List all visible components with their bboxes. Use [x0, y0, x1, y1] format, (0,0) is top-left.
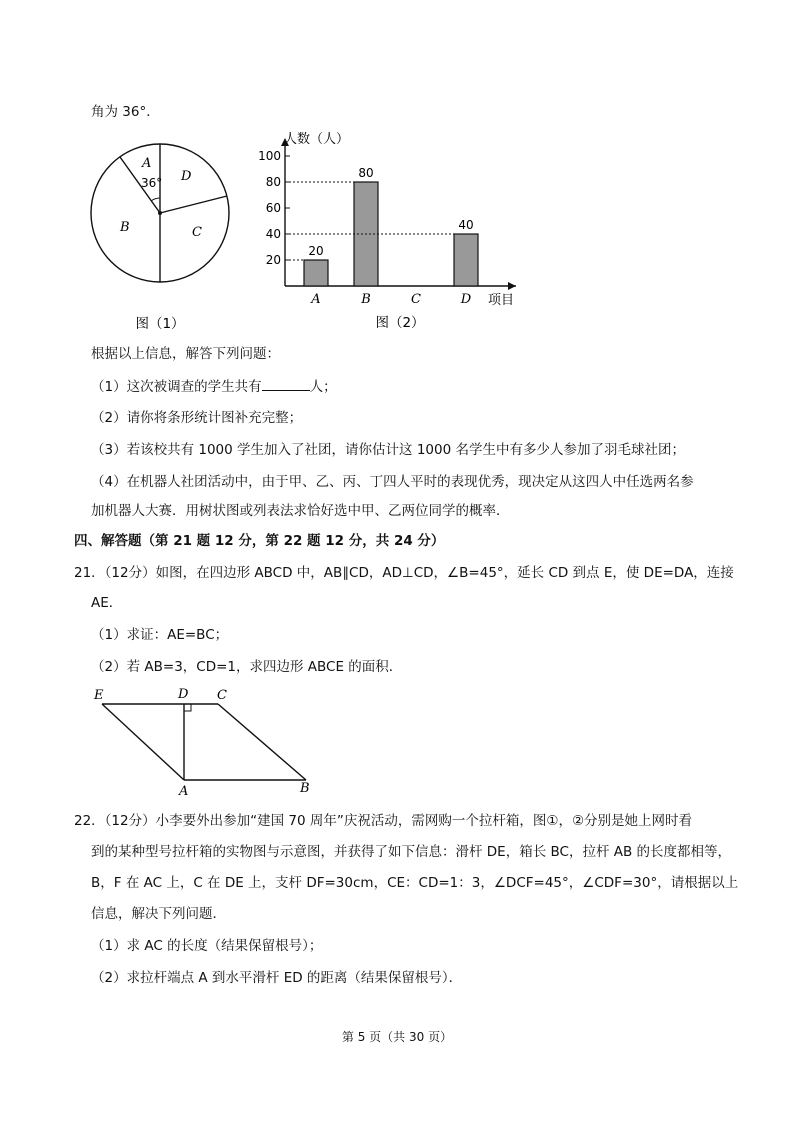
pie-label-a: A: [142, 156, 152, 171]
x-tick-label-A: A: [311, 292, 321, 307]
q21-part1: （1）求证：AE=BC；: [91, 627, 229, 643]
bar-A: [304, 260, 328, 286]
q22-part2: （2）求拉杆端点 A 到水平滑杆 ED 的距离（结果保留根号）．: [91, 970, 463, 986]
bar-chart-ylabel: 人数（人）: [284, 132, 350, 147]
pie-angle-label: 36°: [141, 176, 163, 190]
q20-part1-unit: 人；: [309, 379, 337, 395]
pie-label-b: B: [120, 220, 130, 235]
x-tick-label-C: C: [411, 292, 421, 307]
pie-angle-arc: [151, 198, 160, 201]
right-angle-mark: [184, 704, 191, 711]
point-a-label: A: [179, 784, 189, 799]
q21-part2: （2）若 AB=3，CD=1，求四边形 ABCE 的面积．: [91, 659, 403, 675]
quadrilateral-figure: [88, 684, 328, 800]
data-label-A: 20: [308, 244, 324, 258]
page-footer: 第 5 页（共 30 页）: [341, 1030, 453, 1044]
y-tick-label: 20: [265, 253, 281, 267]
data-label-B: 80: [358, 166, 374, 180]
section-heading: 四、解答题（第 21 题 12 分，第 22 题 12 分，共 24 分）: [74, 533, 445, 549]
bar-chart: [248, 126, 528, 331]
x-tick-label-D: D: [460, 292, 472, 307]
y-tick-label: 60: [265, 201, 281, 215]
q20-lead: 根据以上信息，解答下列问题：: [91, 346, 280, 362]
q22-line4: 信息，解决下列问题．: [91, 906, 226, 922]
bar-chart-caption: 图（2）: [375, 315, 425, 331]
pie-label-c: C: [192, 225, 202, 240]
pie-label-d: D: [181, 169, 192, 184]
q21-line2: AE．: [91, 595, 123, 611]
q22-line1: 22．（12分）小李要外出参加“建国 70 周年”庆祝活动，需网购一个拉杆箱，图①，②分别是她上网时看: [74, 813, 693, 829]
segment-ea: [102, 704, 184, 780]
q22-line2: 到的某种型号拉杆箱的实物图与示意图，并获得了如下信息：滑杆 DE，箱长 BC，拉杆 AB 的长度都相等，: [91, 844, 732, 860]
point-d-label: D: [178, 687, 189, 702]
q20-part3: （3）若该校共有 1000 学生加入了社团，请你估计这 1000 名学生中有多少人参加了羽毛球社团；: [91, 442, 685, 458]
q20-part1-text: （1）这次被调查的学生共有: [91, 379, 262, 395]
pie-divider-dc: [160, 196, 227, 213]
segment-cb: [218, 704, 306, 780]
q20-part2: （2）请你将条形统计图补充完整；: [91, 410, 303, 426]
pie-center-dot: [158, 211, 162, 215]
q20-part4-line1: （4）在机器人社团活动中，由于甲、乙、丙、丁四人平时的表现优秀，现决定从这四人中任选两名参: [91, 474, 694, 490]
answer-blank: [262, 377, 310, 391]
y-tick-label: 40: [265, 227, 281, 241]
q22-part1: （1）求 AC 的长度（结果保留根号）；: [91, 938, 323, 954]
q20-part4-line2: 加机器人大赛．用树状图或列表法求恰好选中甲、乙两位同学的概率．: [91, 503, 510, 519]
q22-line3: B，F 在 AC 上，C 在 DE 上，支杆 DF=30cm，CE：CD=1：3，∠DCF=45°，∠CDF=30°，请根据以上: [91, 875, 739, 891]
point-e-label: E: [94, 688, 104, 703]
x-axis-arrow: [508, 282, 516, 290]
q20-part1: [91, 377, 337, 396]
q21-line1: 21．（12分）如图，在四边形 ABCD 中，AB∥CD，AD⊥CD，∠B=45°，延长 CD 到点 E，使 DE=DA，连接: [74, 565, 734, 581]
intro-line: 角为 36°．: [91, 104, 160, 120]
y-tick-label: 80: [265, 175, 281, 189]
bar-D: [454, 234, 478, 286]
point-c-label: C: [217, 688, 227, 703]
pie-caption: 图（1）: [135, 316, 185, 330]
x-tick-label-B: B: [361, 292, 371, 307]
pie-figure: [88, 130, 248, 330]
y-tick-label: 100: [258, 149, 281, 163]
data-label-D: 40: [458, 218, 474, 232]
point-b-label: B: [300, 781, 310, 796]
bar-chart-xlabel: 项目: [488, 293, 515, 308]
